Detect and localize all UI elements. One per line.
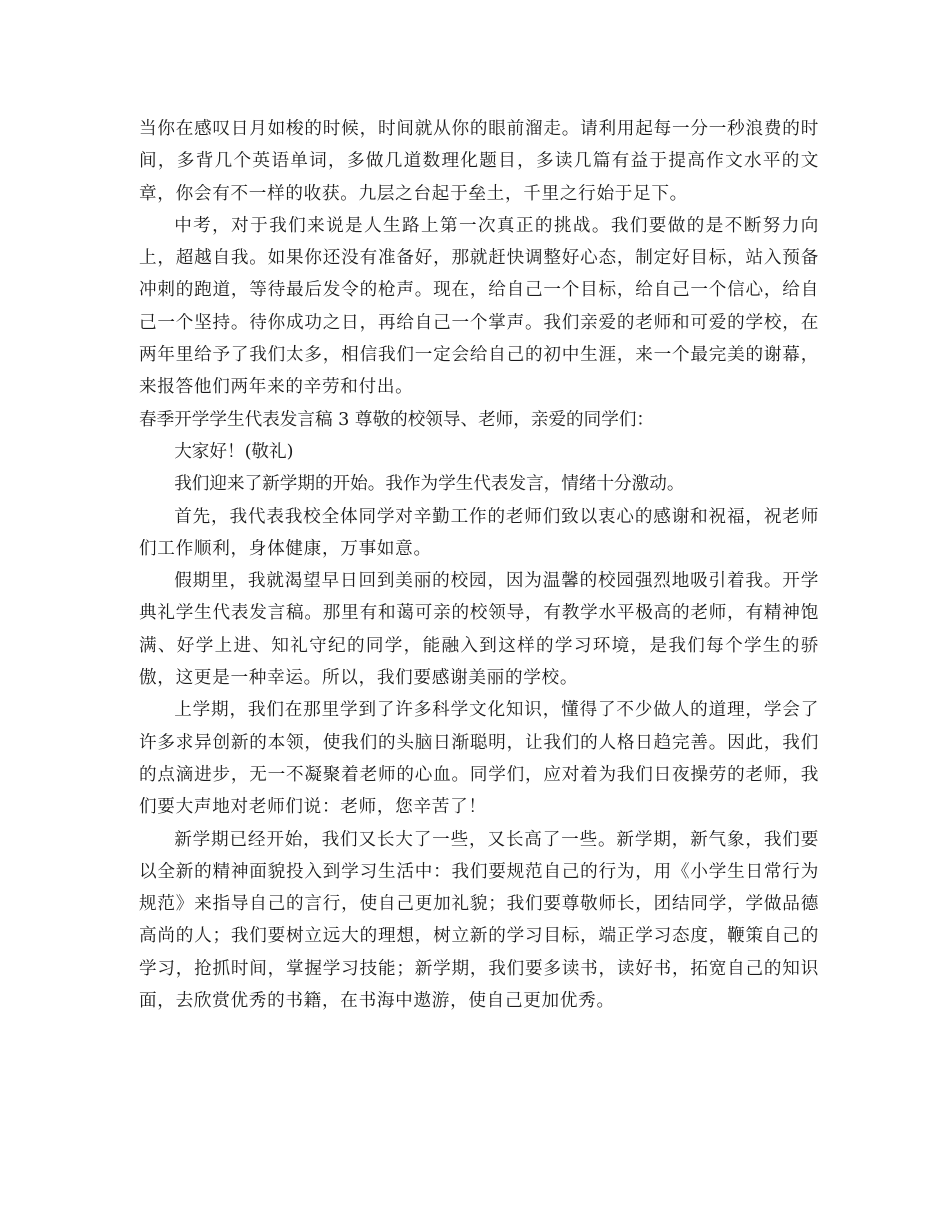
paragraph-zhongkao: 中考，对于我们来说是人生路上第一次真正的挑战。我们要做的是不断努力向上，超越自我。如果你还没有准备好，那就赶快调整好心态，制定好目标，站入预备冲刺的跑道，等待最后发令的枪声。现在，给自己一个目标，给自己一个信心，给自己一个坚持。待你成功之日，再给自己一个掌声。我们亲爱的老师和可爱的学校，在两年里给予了我们太多，相信我们一定会给自己的初中生涯，来一个最完美的谢幕，来报答他们两年来的辛劳和付出。 [139,215,819,398]
paragraph-new-goals: 新学期已经开始，我们又长大了一些，又长高了一些。新学期，新气象，我们要以全新的精神面貌投入到学习生活中：我们要规范自己的行为，用《小学生日常行为规范》来指导自己的言行，使自己更加礼貌；我们要尊敬师长，团结同学，学做品德高尚的人；我们要树立远大的理想，树立新的学习目标，端正学习态度，鞭策自己的学习，抢抓时间，掌握学习技能；新学期，我们要多读书，读好书，拓宽自己的知识面，去欣赏优秀的书籍，在书海中遨游，使自己更加优秀。 [139,829,819,1012]
paragraph-holiday: 假期里，我就渴望早日回到美丽的校园，因为温馨的校园强烈地吸引着我。开学典礼学生代表发言稿。那里有和蔼可亲的校领导，有教学水平极高的老师，有精神饱满、好学上进、知礼守纪的同学，能融入到这样的学习环境，是我们每个学生的骄傲，这更是一种幸运。所以，我们要感谢美丽的学校。 [139,571,819,689]
paragraph-hello: 大家好！(敬礼) [174,441,294,462]
paragraph-new-term: 我们迎来了新学期的开始。我作为学生代表发言，情绪十分激动。 [174,474,685,495]
speech-title-greeting: 春季开学学生代表发言稿 3 尊敬的校领导、老师，亲爱的同学们： [139,409,655,430]
paragraph-time: 当你在感叹日月如梭的时候，时间就从你的眼前溜走。请利用起每一分一秒浪费的时间，多背几个英语单词，多做几道数理化题目，多读几篇有益于提高作文水平的文章，你会有不一样的收获。九层之台起于垒土，千里之行始于足下。 [139,119,819,204]
paragraph-thanks: 首先，我代表我校全体同学对辛勤工作的老师们致以衷心的感谢和祝福，祝老师们工作顺利，身体健康，万事如意。 [139,506,819,559]
document-body [139,113,819,1017]
paragraph-last-term: 上学期，我们在那里学到了许多科学文化知识，懂得了不少做人的道理，学会了许多求异创新的本领，使我们的头脑日渐聪明，让我们的人格日趋完善。因此，我们的点滴进步，无一不凝聚着老师的心血。同学们，应对着为我们日夜操劳的老师，我们要大声地对老师们说：老师，您辛苦了！ [139,700,819,818]
